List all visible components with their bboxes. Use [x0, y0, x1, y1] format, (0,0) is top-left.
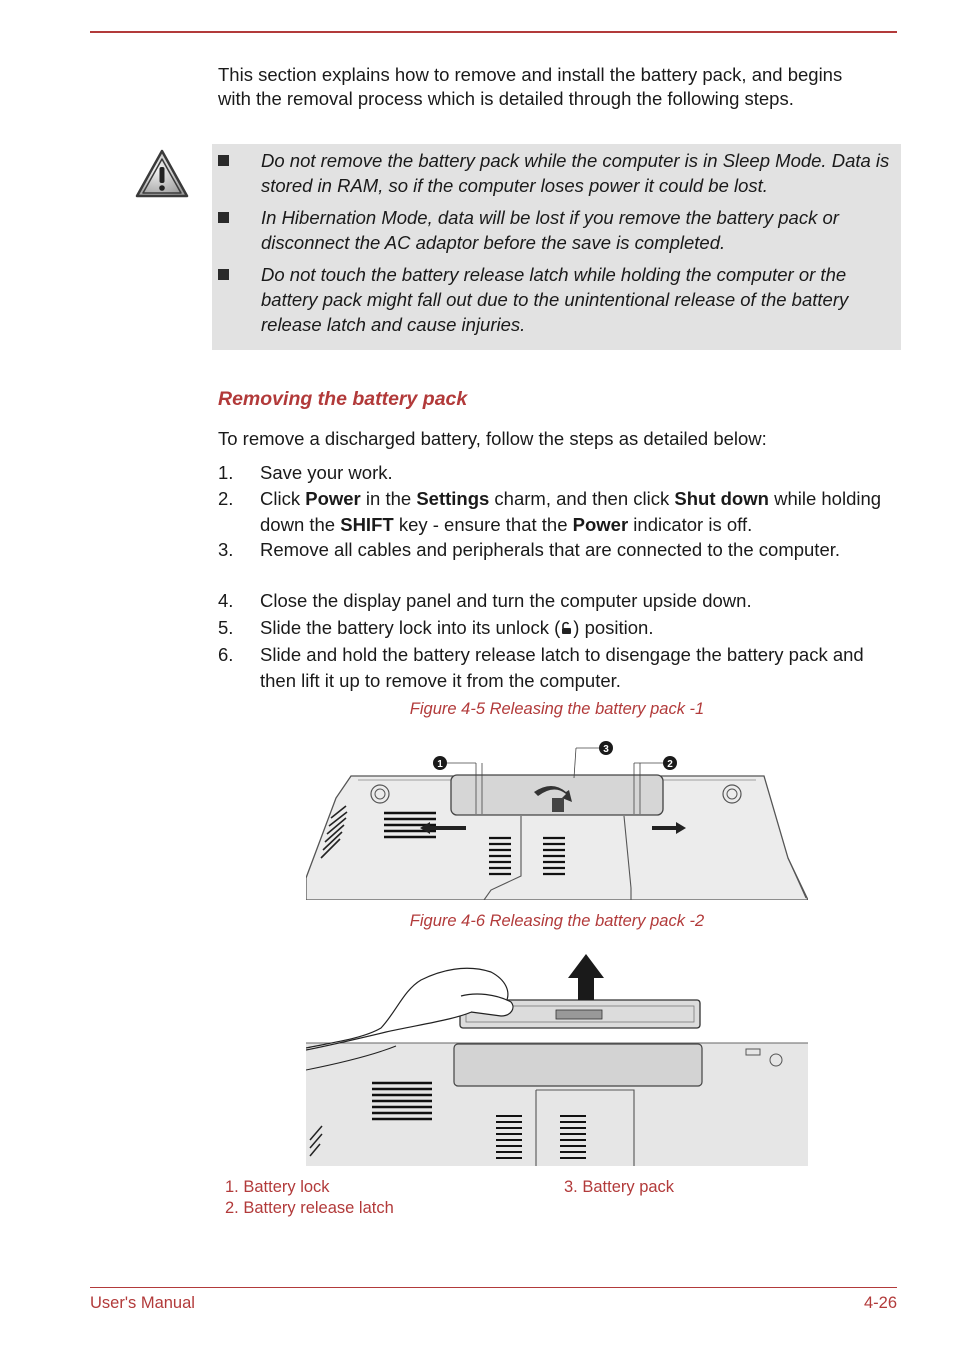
header-rule [90, 31, 897, 33]
legend-battery-release-latch: 2. Battery release latch [225, 1199, 394, 1217]
intro-paragraph: This section explains how to remove and install the battery pack, and begins with the removal process which is detailed through the following steps. [218, 64, 843, 109]
callout-2: 2 [667, 759, 673, 770]
step-number: 1. [218, 462, 234, 483]
page-number: 4-26 [863, 1294, 897, 1312]
lead-paragraph: To remove a discharged battery, follow the steps as detailed below: [218, 428, 767, 449]
note-text: Do not touch the battery release latch while holding the computer or the battery pack might fall out due to the unintentional release of the battery release latch and cause injuries. [261, 264, 849, 335]
section-heading: Removing the battery pack [218, 388, 468, 410]
step-number: 4. [218, 590, 234, 611]
figure-caption: Figure 4-5 Releasing the battery pack -1 [409, 700, 705, 718]
note-text: In Hibernation Mode, data will be lost if you remove the battery pack or disconnect the AC adaptor before the save is completed. [261, 207, 839, 253]
unlock-icon [560, 621, 573, 635]
legend-battery-lock: 1. Battery lock [225, 1178, 330, 1196]
bullet-square-icon [218, 269, 229, 280]
step-text: Remove all cables and peripherals that are connected to the computer. [260, 539, 841, 560]
battery-release-figure-2 [306, 950, 808, 1166]
step-number: 6. [218, 644, 234, 665]
step-text: Save your work. [260, 462, 393, 483]
step-number: 2. [218, 488, 234, 509]
step-text: Slide the battery lock into its unlock ( ) position. [260, 617, 654, 638]
step-text: Slide and hold the battery release latch to disengage the battery pack and then lift it up to remove it from the computer. [260, 644, 864, 691]
battery-release-figure-1 [306, 738, 808, 900]
caution-note-box [212, 144, 901, 350]
footer-title: User's Manual [90, 1294, 195, 1312]
bullet-square-icon [218, 155, 229, 166]
step-number: 3. [218, 539, 234, 560]
warning-triangle-icon [134, 148, 190, 200]
legend-battery-pack: 3. Battery pack [564, 1178, 675, 1196]
step-number: 5. [218, 617, 234, 638]
callout-1: 1 [437, 759, 443, 770]
footer-rule [90, 1287, 897, 1288]
step-text: Click Power in the Settings charm, and then click Shut down while holding down the SHIFT key - ensure that the Power indicator is off. [260, 488, 882, 535]
bullet-square-icon [218, 212, 229, 223]
step-text: Close the display panel and turn the computer upside down. [260, 590, 752, 611]
note-text: Do not remove the battery pack while the computer is in Sleep Mode. Data is stored in RAM, so if the computer loses power it could be lost. [261, 150, 890, 196]
figure-caption: Figure 4-6 Releasing the battery pack -2 [409, 912, 705, 930]
callout-3: 3 [603, 744, 609, 755]
